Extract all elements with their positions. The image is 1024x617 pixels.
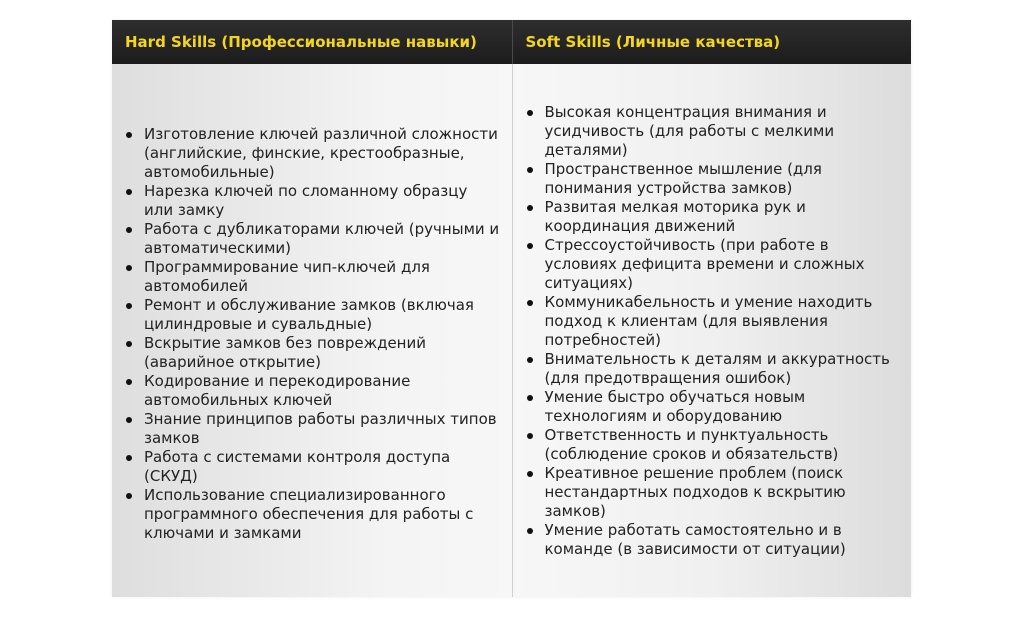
table-body-row (112, 64, 911, 597)
list-item: Работа с системами контроля доступа (СКУД) (125, 448, 500, 486)
list-item: Высокая концентрация внимания и усидчивость (для работы с мелкими деталями) (526, 103, 900, 160)
list-item: Умение работать самостоятельно и в команде (в зависимости от ситуации) (526, 521, 900, 559)
table-header-row (112, 20, 911, 64)
list-item: Пространственное мышление (для понимания устройства замков) (526, 160, 900, 198)
list-item: Внимательность к деталям и аккуратность (для предотвращения ошибок) (526, 350, 900, 388)
list-item: Знание принципов работы различных типов замков (125, 410, 500, 448)
list-item: Креативное решение проблем (поиск нестандартных подходов к вскрытию замков) (526, 464, 900, 521)
list-item: Ремонт и обслуживание замков (включая цилиндровые и сувальдные) (125, 296, 500, 334)
list-item: Стрессоустойчивость (при работе в условиях дефицита времени и сложных ситуациях) (526, 236, 900, 293)
list-item: Умение быстро обучаться новым технологиям и оборудованию (526, 388, 900, 426)
soft-skills-header: Soft Skills (Личные качества) (512, 20, 912, 64)
soft-skills-cell (512, 64, 912, 597)
list-item: Вскрытие замков без повреждений (аварийное открытие) (125, 334, 500, 372)
list-item: Нарезка ключей по сломанному образцу или замку (125, 182, 500, 220)
list-item: Кодирование и перекодирование автомобильных ключей (125, 372, 500, 410)
list-item: Изготовление ключей различной сложности (английские, финские, крестообразные, автомобильные) (125, 125, 500, 182)
skills-table (112, 20, 911, 597)
list-item: Использование специализированного программного обеспечения для работы с ключами и замками (125, 486, 500, 543)
list-item: Работа с дубликаторами ключей (ручными и автоматическими) (125, 220, 500, 258)
hard-skills-list (125, 125, 500, 543)
hard-skills-cell (112, 64, 512, 597)
list-item: Ответственность и пунктуальность (соблюдение сроков и обязательств) (526, 426, 900, 464)
list-item: Коммуникабельность и умение находить подход к клиентам (для выявления потребностей) (526, 293, 900, 350)
list-item: Развитая мелкая моторика рук и координация движений (526, 198, 900, 236)
soft-skills-list (526, 103, 900, 559)
list-item: Программирование чип-ключей для автомобилей (125, 258, 500, 296)
hard-skills-header: Hard Skills (Профессиональные навыки) (125, 33, 477, 51)
